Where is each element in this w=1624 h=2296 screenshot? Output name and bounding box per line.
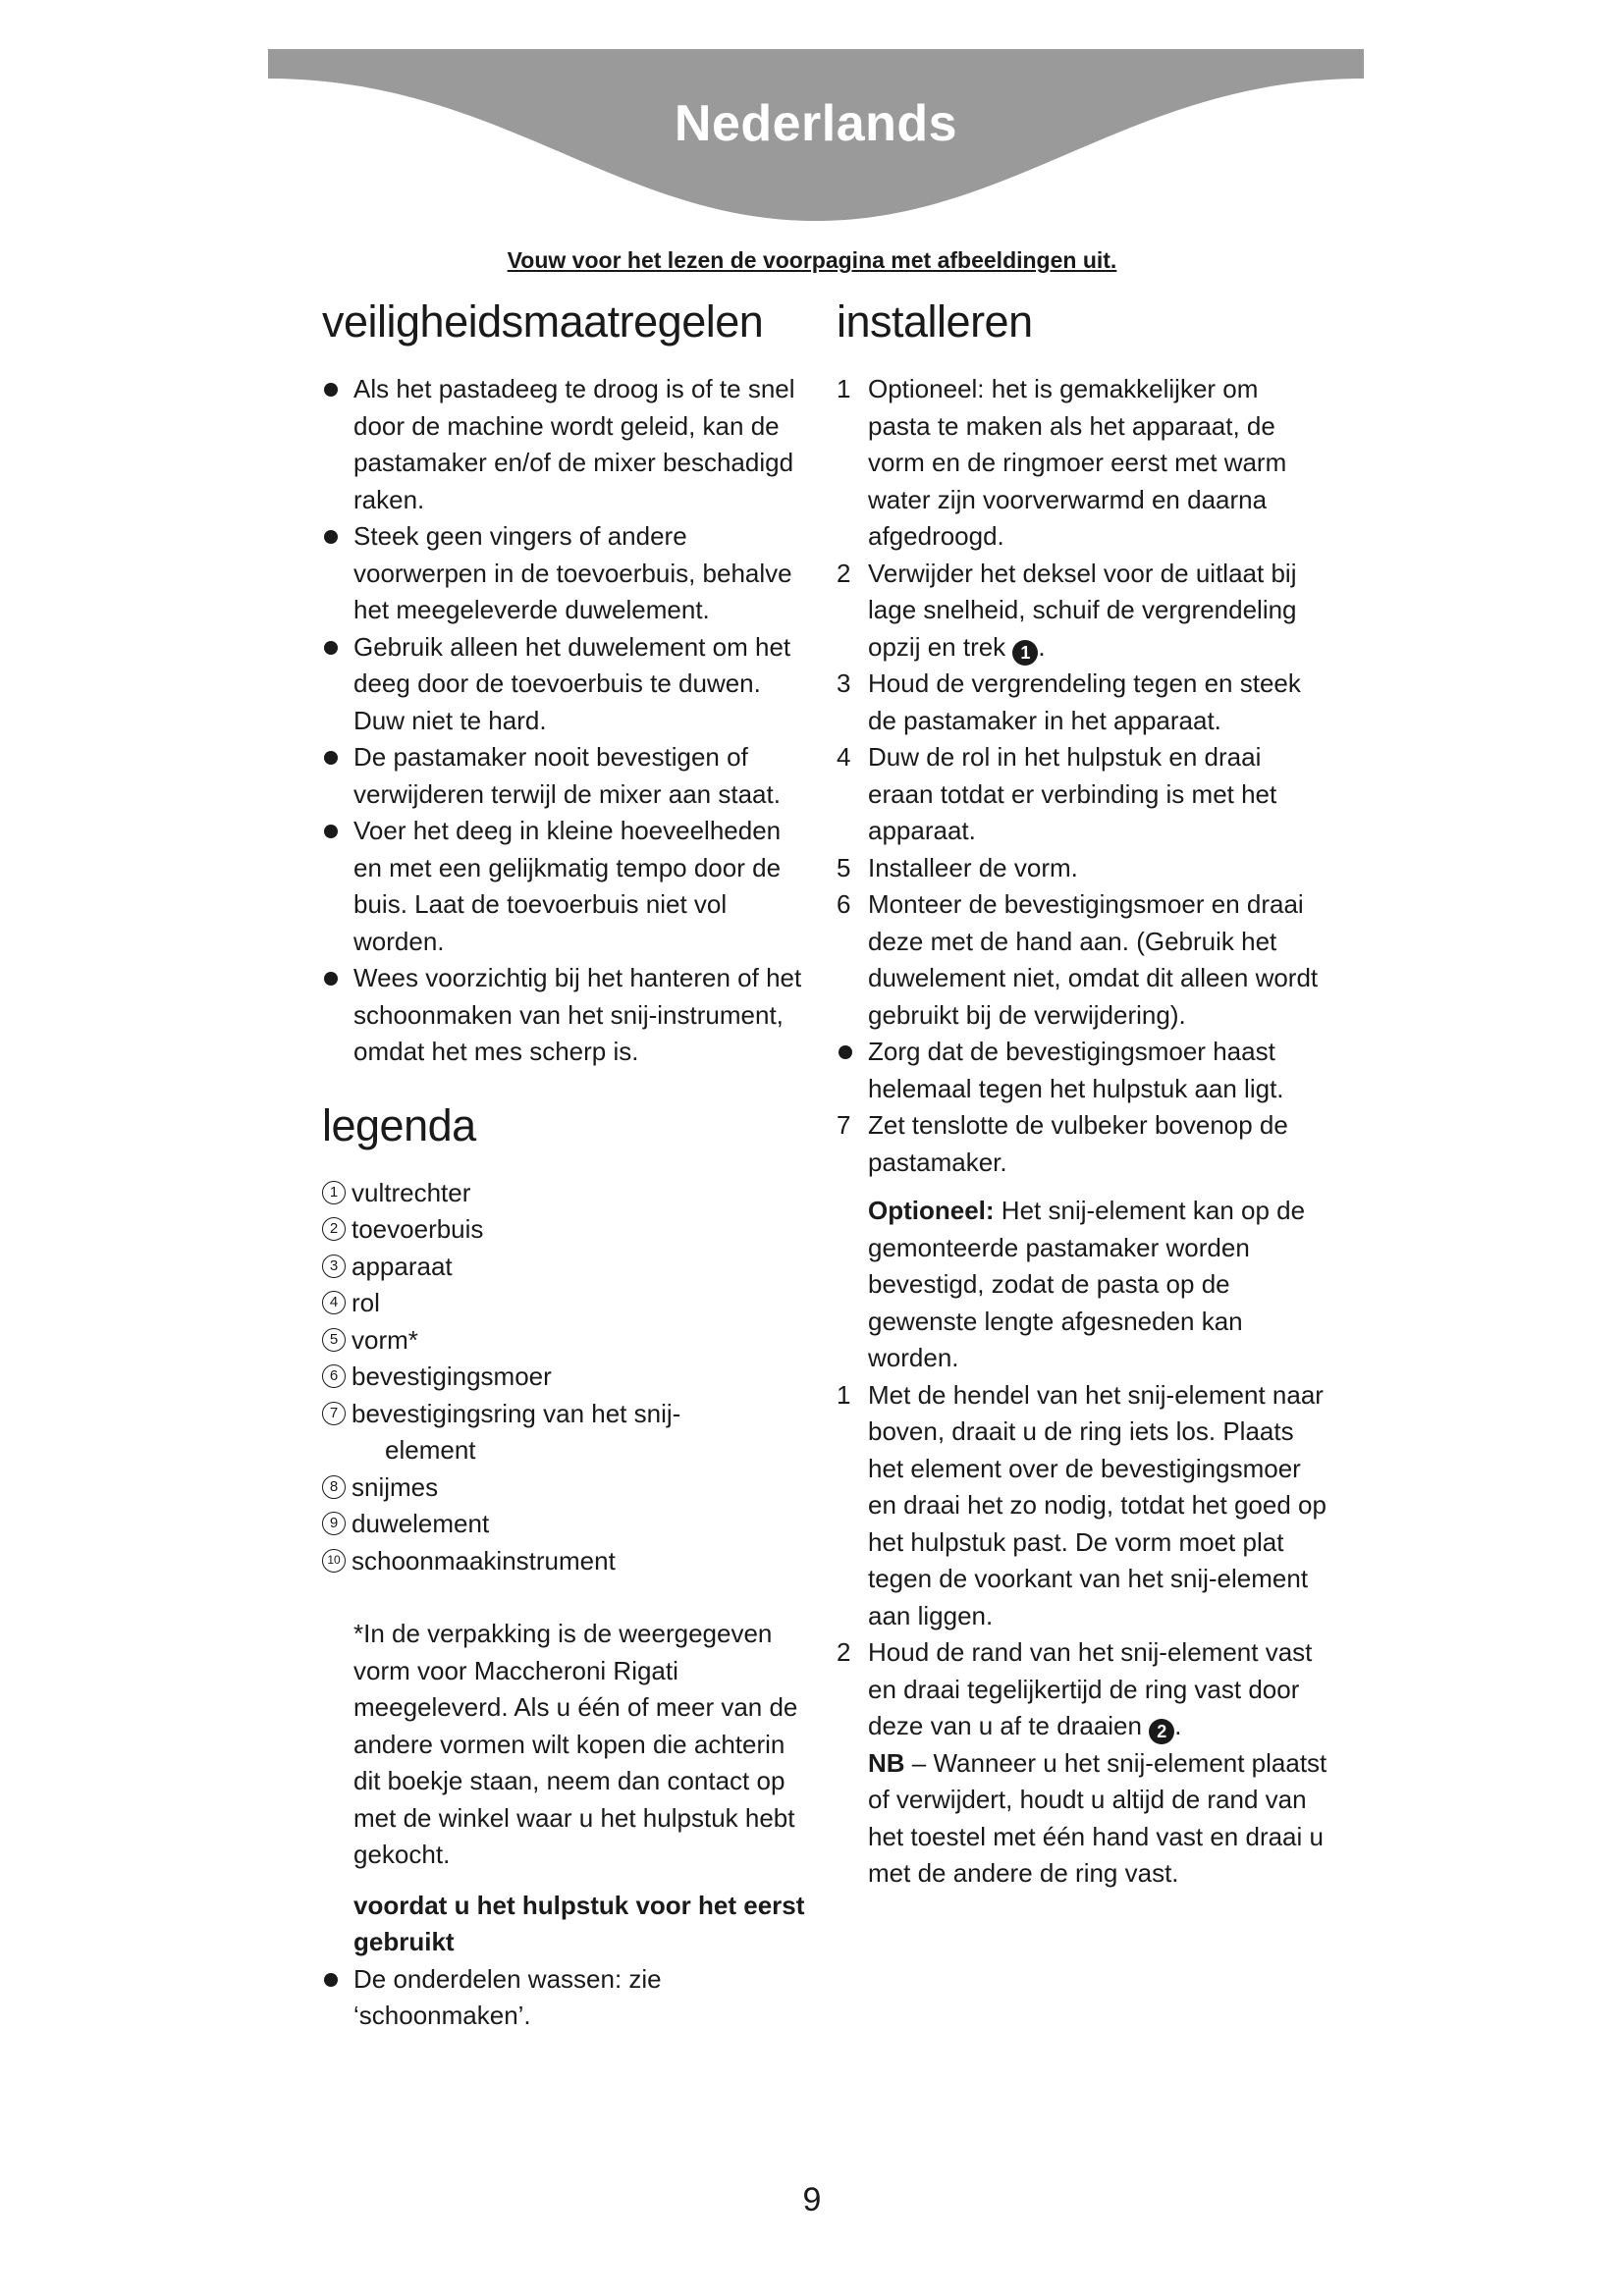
legend-title: legenda — [322, 1099, 476, 1150]
list-item: Gebruik alleen het duwelement om het deeg door de toevoerbuis te duwen. Duw niet te hard. — [322, 629, 813, 740]
circled-number-icon: 4 — [322, 1291, 346, 1314]
page-number: 9 — [802, 2181, 822, 2218]
step-item: 2 Verwijder het deksel voor de uitlaat bij lage snelheid, schuif de vergrendeling opzij en trek 1 . — [837, 556, 1327, 667]
bullet-icon — [324, 972, 338, 986]
nb-note: NB – Wanneer u het snij-element plaatst of verwijdert, houdt u altijd de rand van het toestel met één hand vast en draai u met de andere de ring vast. — [868, 1747, 1327, 1888]
right-column — [837, 294, 1327, 1893]
figure-1-icon: 1 — [1012, 640, 1038, 666]
list-item: De onderdelen wassen: zie ‘schoonmaken’. — [322, 1961, 813, 2035]
optional-block: Optioneel: Het snij-element kan op de gemonteerde pastamaker worden bevestigd, zodat de pasta op de gewenste lengte afgesneden kan worden. — [868, 1196, 1306, 1372]
legend-item: 9 duwelement — [322, 1506, 813, 1543]
safety-list — [322, 371, 813, 1071]
bullet-icon — [324, 751, 338, 765]
circled-number-icon: 1 — [322, 1181, 346, 1204]
bullet-icon — [324, 383, 338, 397]
step-item: 1 Met de hendel van het snij-element naar boven, draait u de ring iets los. Plaats het element over de bevestigingsmoer en draai het zo nodig, totdat het goed op het hulpstuk past. De vorm moet plat tegen de voorkant van het snij-element aan liggen. — [837, 1379, 1326, 1630]
figure-2-icon: 2 — [1149, 1719, 1174, 1744]
legend-item: 7 bevestigingsring van het snij- element — [322, 1396, 813, 1469]
left-column — [322, 294, 813, 2035]
legend-item: 2 toevoerbuis — [322, 1211, 813, 1249]
bullet-icon — [839, 1045, 852, 1059]
header-banner — [268, 49, 1364, 226]
bullet-icon — [324, 1973, 338, 1987]
circled-number-icon: 3 — [322, 1255, 346, 1278]
step-item: 2 Houd de rand van het snij-element vast en draai tegelijkertijd de ring vast door deze van u af te draaien 2 . — [837, 1634, 1327, 1745]
step-item: 6 Monteer de bevestigingsmoer en draai deze met de hand aan. (Gebruik het duwelement niet, omdat dit alleen wordt gebruikt bij de verwijdering). — [837, 889, 1319, 1030]
list-item: Als het pastadeeg te droog is of te snel door de machine wordt geleid, kan de pastamaker en/of de mixer beschadigd raken. — [322, 371, 813, 518]
list-item: De pastamaker nooit bevestigen of verwijderen terwijl de mixer aan staat. — [322, 739, 813, 813]
circled-number-icon: 7 — [322, 1402, 346, 1425]
step-item: 4 Duw de rol in het hulpstuk en draai eraan totdat er verbinding is met het apparaat. — [837, 742, 1277, 845]
bullet-icon — [324, 825, 338, 838]
bullet-icon — [324, 641, 338, 655]
circled-number-icon: 5 — [322, 1328, 346, 1352]
bullet-icon — [324, 530, 338, 544]
install-step-7 — [837, 1107, 1327, 1181]
circled-number-icon: 6 — [322, 1364, 346, 1388]
legend-item: 6 bevestigingsmoer — [322, 1359, 813, 1396]
circled-number-icon: 9 — [322, 1512, 346, 1535]
before-first-use-list — [322, 1961, 813, 2035]
before-first-use-title: voordat u het hulpstuk voor het eerst gebruikt — [353, 1890, 805, 1956]
list-item: Steek geen vingers of andere voorwerpen in de toevoerbuis, behalve het meegeleverde duwelement. — [322, 518, 813, 629]
circled-number-icon: 2 — [322, 1217, 346, 1241]
legend-item: 3 apparaat — [322, 1249, 813, 1286]
safety-title: veiligheidsmaatregelen — [322, 296, 764, 347]
legend-note: *In de verpakking is de weergegeven vorm voor Maccheroni Rigati meegeleverd. Als u één of meer van de andere vormen wilt kopen die achterin dit boekje staan, neem dan contact op met de winkel waar u het hulpstuk hebt gekocht. — [353, 1619, 798, 1869]
legend-item: 5 vorm* — [322, 1322, 813, 1360]
circled-number-icon: 8 — [322, 1475, 346, 1499]
banner-title: Nederlands — [674, 95, 958, 152]
legend-item: 10 schoonmaakinstrument — [322, 1543, 813, 1580]
step-item: 1 Optioneel: het is gemakkelijker om pasta te maken als het apparaat, de vorm en de ringmoer eerst met warm water zijn voorverwarmd en daarna afgedroogd. — [837, 374, 1287, 551]
circled-number-icon: 10 — [322, 1549, 346, 1573]
legend-item: 1 vultrechter — [322, 1175, 813, 1212]
legend-item: 4 rol — [322, 1285, 813, 1322]
fold-out-instruction: Vouw voor het lezen de voorpagina met afbeeldingen uit. — [507, 247, 1117, 273]
list-item: Wees voorzichtig bij het hanteren of het schoonmaken van het snij-instrument, omdat het mes scherp is. — [322, 960, 813, 1071]
install-steps — [837, 371, 1327, 1034]
nut-bullet: Zorg dat de bevestigingsmoer haast helemaal tegen het hulpstuk aan ligt. — [837, 1034, 1327, 1107]
step-item: 5 Installeer de vorm. — [837, 852, 1078, 882]
step-item: 7 Zet tenslotte de vulbeker bovenop de pastamaker. — [837, 1110, 1288, 1177]
list-item: Voer het deeg in kleine hoeveelheden en met een gelijkmatig tempo door de buis. Laat de toevoerbuis niet vol worden. — [322, 813, 813, 960]
cutter-steps — [837, 1377, 1327, 1745]
legend-list — [322, 1175, 813, 1580]
step-item: 3 Houd de vergrendeling tegen en steek de pastamaker in het apparaat. — [837, 668, 1301, 735]
install-title: installeren — [837, 296, 1033, 347]
legend-item: 8 snijmes — [322, 1469, 813, 1507]
